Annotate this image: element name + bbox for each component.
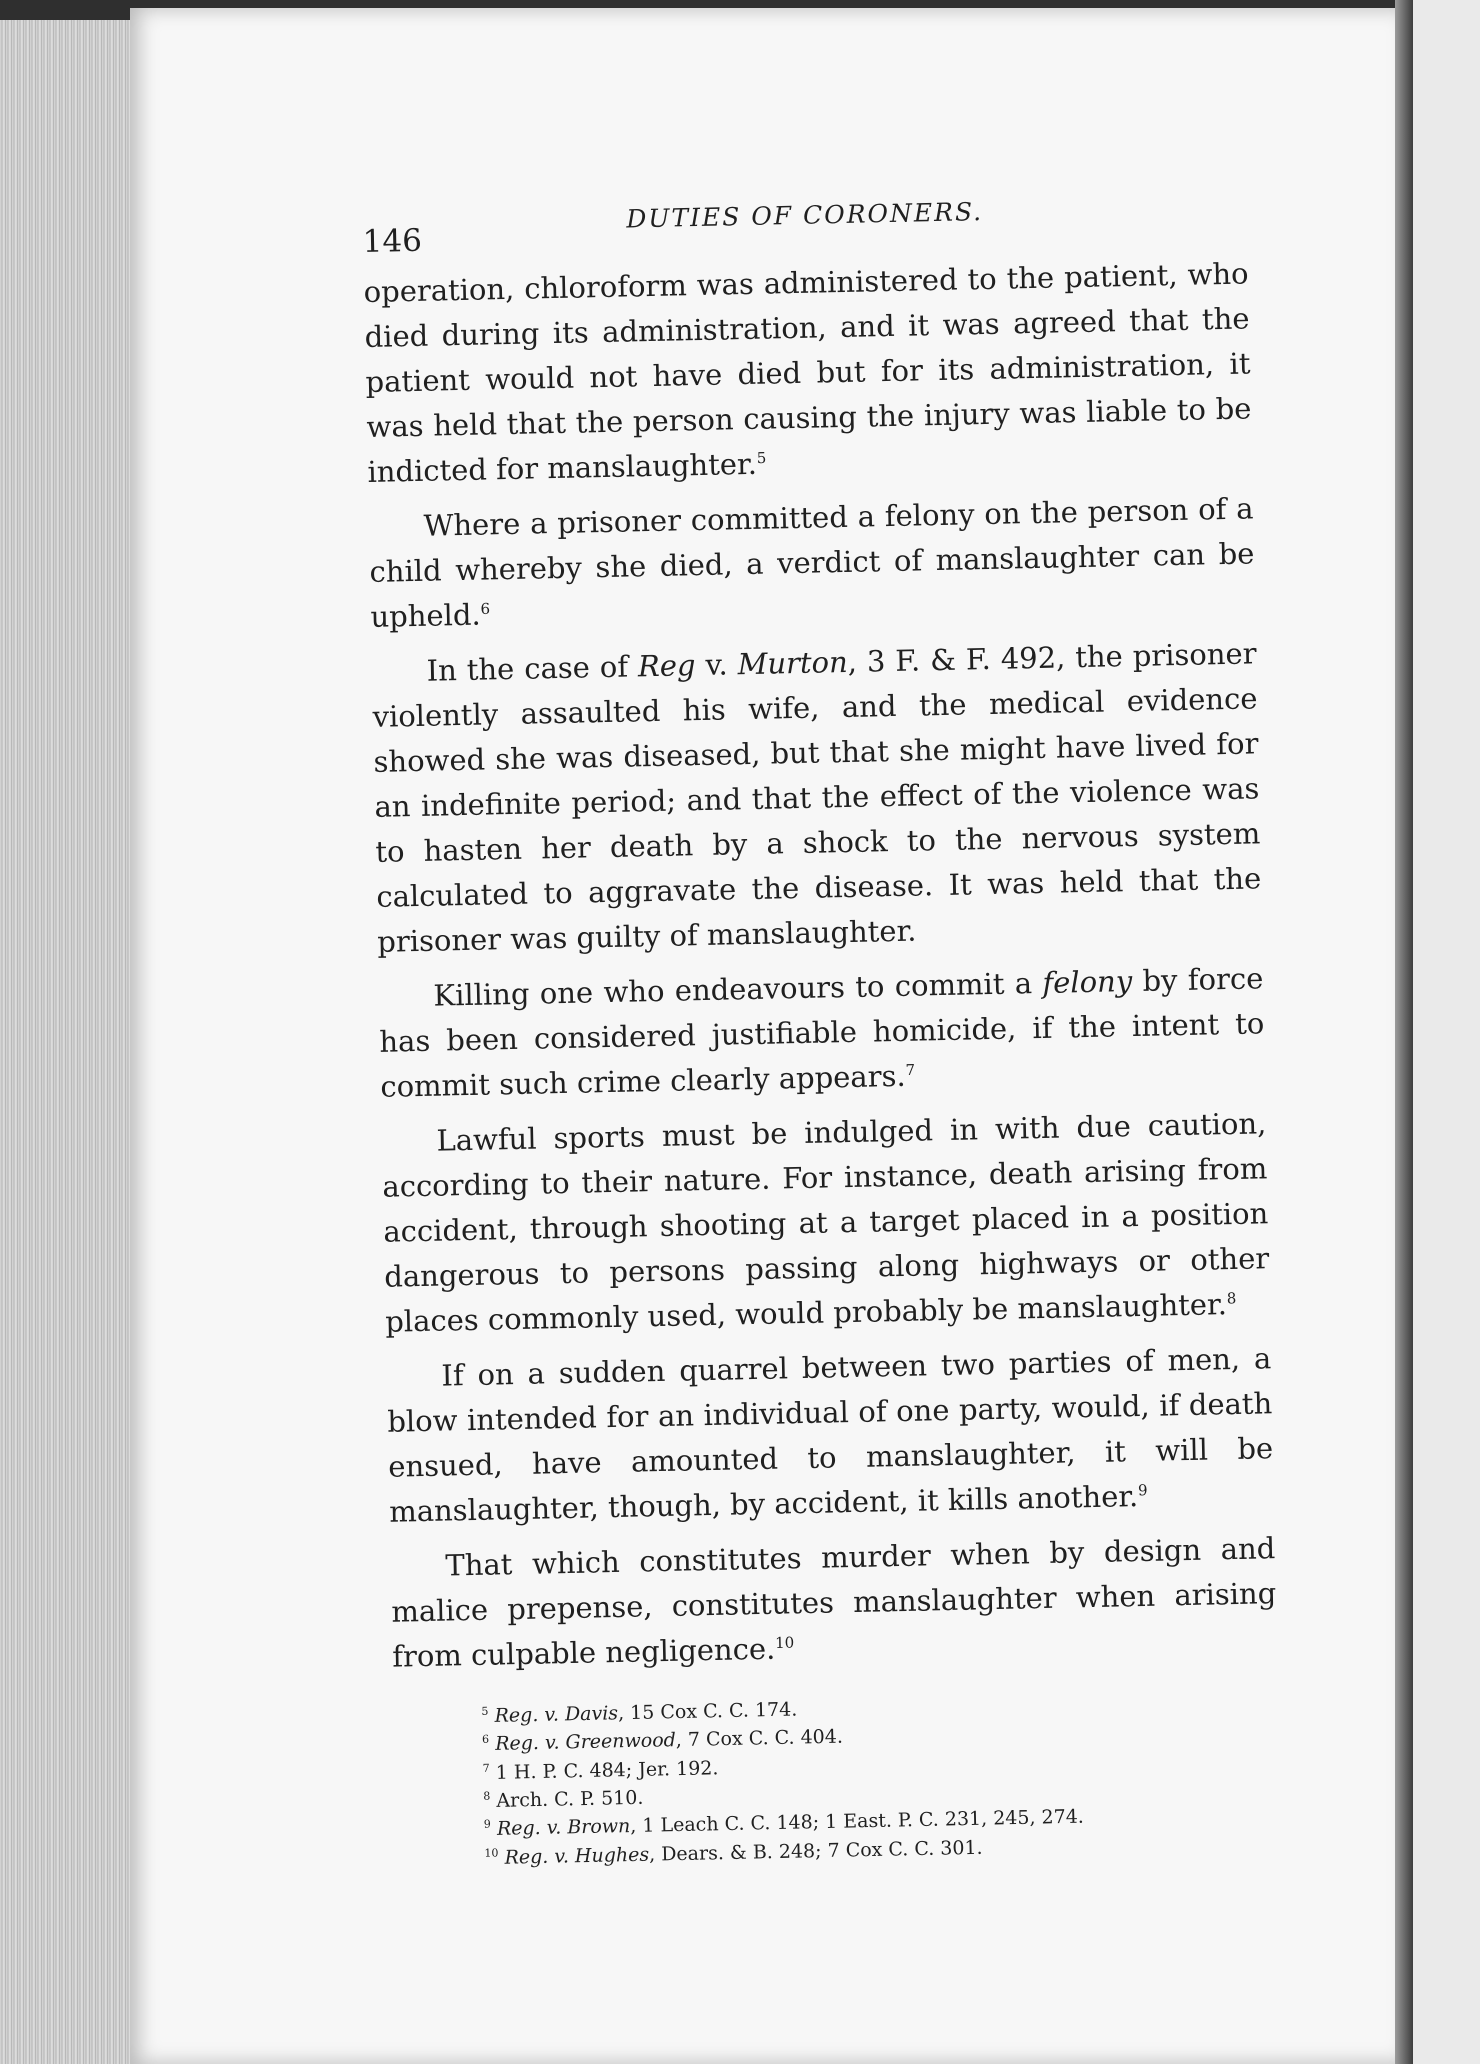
paragraph: Where a prisoner committed a felony on the person of a child whereby she died, a verdict of manslaughter can be upheld.$^6$ [369, 491, 1255, 634]
page-content [362, 191, 1282, 1871]
emphasis: felony [1042, 964, 1133, 1000]
paragraph: Killing one who endeavours to commit a felony by force has been considered justifiable homicide, if the intent to commit such crime clearly appears.$^7$ [379, 961, 1265, 1104]
footnote: $^5$ Reg. v. Davis, 15 Cox C. C. 174. [481, 1698, 798, 1727]
book-gutter [1395, 0, 1413, 2064]
footnote: $^7$ 1 H. P. C. 484; Jer. 192. [482, 1756, 719, 1784]
paragraph: If on a sudden quarrel between two parties of men, a blow intended for an individual of one party, would, if death ensued, have amounted to manslaughter, it will be manslaughter, though, by accident, it kills another.$^9$ [387, 1341, 1274, 1529]
footnote: $^{10}$ Reg. v. Hughes, Dears. & B. 248; 7 Cox C. C. 301. [484, 1836, 983, 1869]
footnote: $^6$ Reg. v. Greenwood, 7 Cox C. C. 404. [481, 1725, 844, 1756]
footnote-ref: 8 [1226, 1289, 1237, 1308]
case-name: Murton [737, 644, 849, 682]
facing-page-edge [1413, 0, 1480, 2064]
footnote-ref: 6 [480, 599, 491, 618]
footnote: $^8$ Arch. C. P. 510. [483, 1786, 644, 1812]
paragraph: That which constitutes murder when by design and malice prepense, constitutes manslaughter when arising from culpable negligence.$^{10}$ [391, 1531, 1277, 1674]
case-name: Reg [637, 648, 696, 684]
footnote-ref: 10 [774, 1633, 795, 1653]
footnote-ref: 9 [1137, 1481, 1148, 1500]
page-number: 146 [362, 222, 423, 260]
paragraph: Lawful sports must be indulged in with due caution, according to their nature. For instance, death arising from accident, through shooting at a target placed in a position dangerous to persons passing along highways or other places commonly used, would probably be manslaughter.$^8$ [382, 1106, 1270, 1339]
footnote: $^9$ Reg. v. Brown, 1 Leach C. C. 148; 1 East. P. C. 231, 245, 274. [483, 1805, 1085, 1841]
footnotes [393, 1683, 1281, 1871]
page-edges [0, 20, 142, 2064]
footnote-ref: 5 [756, 448, 767, 468]
paragraph: operation, chloroform was administered to the patient, who died during its administration, and it was agreed that the patient would not have died but for its administration, it was held that the person causing the injury was liable to be indicted for manslaughter.$^5$ [363, 256, 1252, 489]
footnote-ref: 7 [905, 1060, 916, 1080]
body-text [363, 251, 1277, 1679]
paragraph: In the case of Reg v. Murton, 3 F. & F. 492, the prisoner violently assaulted his wife, and the medical evidence showed she was diseased, but that she might have lived for an indefinite period; and that the effect of the violence was to hasten her death by a shock to the nervous system calculated to aggravate the disease. It was held that the prisoner was guilty of manslaughter. [372, 636, 1262, 959]
running-head: DUTIES OF CORONERS. [626, 196, 984, 234]
